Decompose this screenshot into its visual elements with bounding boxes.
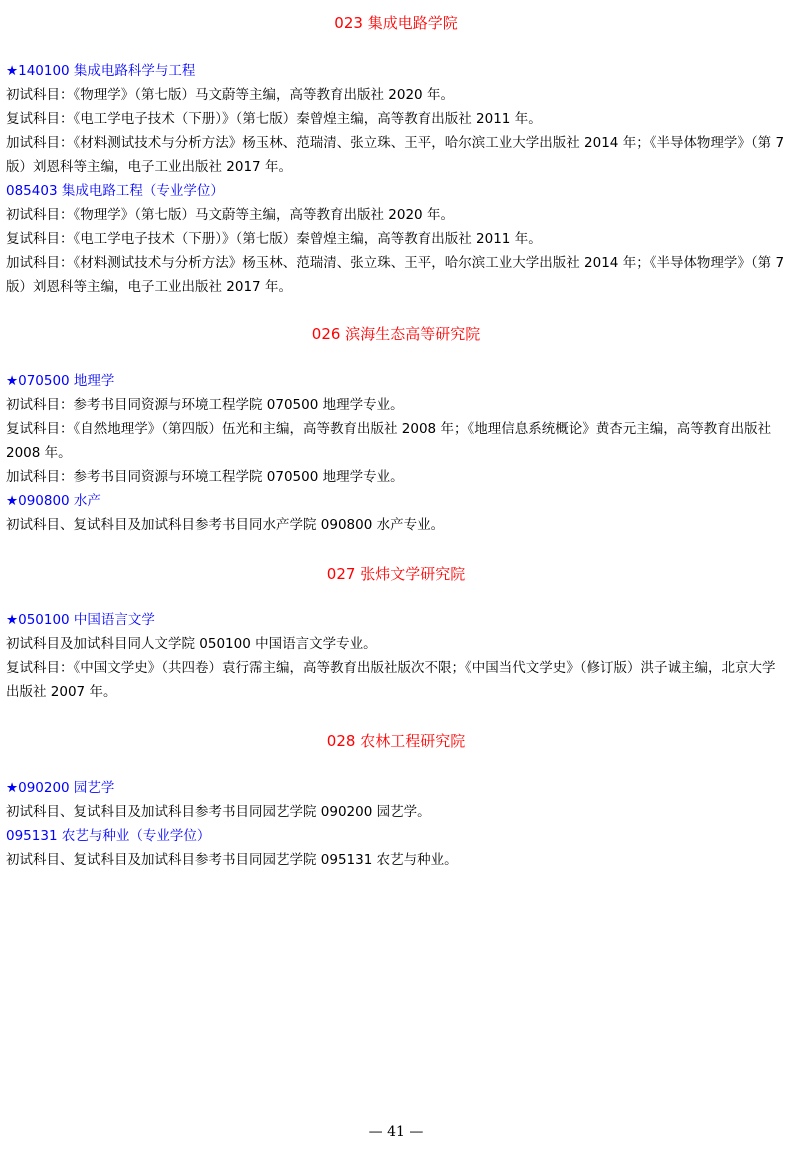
subject-line: 初试科目、复试科目及加试科目参考书目同园艺学院 095131 农艺与种业。 xyxy=(6,852,458,868)
subject-line: 初试科目及加试科目同人文学院 050100 中国语言文学专业。 xyxy=(6,636,377,652)
section-023 xyxy=(0,11,792,35)
section-title: 028 农林工程研究院 xyxy=(326,732,466,750)
program-block xyxy=(0,369,792,537)
program-title: ★090800 水产 xyxy=(6,493,101,509)
section-title: 026 滨海生态高等研究院 xyxy=(311,325,481,343)
program-title: 085403 集成电路工程（专业学位） xyxy=(6,183,224,199)
subject-line: 加试科目：参考书目同资源与环境工程学院 070500 地理学专业。 xyxy=(6,469,404,485)
page-number: — 41 — xyxy=(368,1124,424,1140)
subject-line: 初试科目：参考书目同资源与环境工程学院 070500 地理学专业。 xyxy=(6,397,404,413)
program-title: ★140100 集成电路科学与工程 xyxy=(6,63,196,79)
subject-line: 初试科目、复试科目及加试科目参考书目同水产学院 090800 水产专业。 xyxy=(6,517,445,533)
subject-line: 初试科目、复试科目及加试科目参考书目同园艺学院 090200 园艺学。 xyxy=(6,804,431,820)
program-block xyxy=(0,776,792,872)
subject-line: 加试科目：《材料测试技术与分析方法》杨玉林、范瑞清、张立珠、王平，哈尔滨工业大学出版社 2014 年；《半导体物理学》（第 7 版）刘恩科等主编，电子工业出版社 2017 年。 xyxy=(6,135,785,175)
section-title: 023 集成电路学院 xyxy=(334,14,458,32)
section-027 xyxy=(0,562,792,586)
program-block xyxy=(0,608,792,704)
subject-line: 初试科目：《物理学》（第七版）马文蔚等主编，高等教育出版社 2020 年。 xyxy=(6,207,454,223)
subject-line: 复试科目：《电工学电子技术（下册）》（第七版）秦曾煌主编，高等教育出版社 2011 年。 xyxy=(6,231,542,247)
program-title: ★070500 地理学 xyxy=(6,373,115,389)
subject-line: 复试科目：《中国文学史》（共四卷）袁行霈主编，高等教育出版社版次不限；《中国当代文学史》（修订版）洪子诚主编，北京大学出版社 2007 年。 xyxy=(6,660,776,700)
subject-line: 复试科目：《自然地理学》（第四版）伍光和主编，高等教育出版社 2008 年；《地理信息系统概论》黄杏元主编，高等教育出版社 2008 年。 xyxy=(6,421,772,461)
section-028 xyxy=(0,729,792,753)
program-title: 095131 农艺与种业（专业学位） xyxy=(6,828,211,844)
program-title: ★050100 中国语言文学 xyxy=(6,612,155,628)
subject-line: 初试科目：《物理学》（第七版）马文蔚等主编，高等教育出版社 2020 年。 xyxy=(6,87,454,103)
program-block xyxy=(0,59,792,299)
section-026 xyxy=(0,322,792,346)
subject-line: 加试科目：《材料测试技术与分析方法》杨玉林、范瑞清、张立珠、王平，哈尔滨工业大学出版社 2014 年；《半导体物理学》（第 7 版）刘恩科等主编，电子工业出版社 2017 年。 xyxy=(6,255,785,295)
section-title: 027 张炜文学研究院 xyxy=(326,565,466,583)
subject-line: 复试科目：《电工学电子技术（下册）》（第七版）秦曾煌主编，高等教育出版社 2011 年。 xyxy=(6,111,542,127)
program-title: ★090200 园艺学 xyxy=(6,780,115,796)
